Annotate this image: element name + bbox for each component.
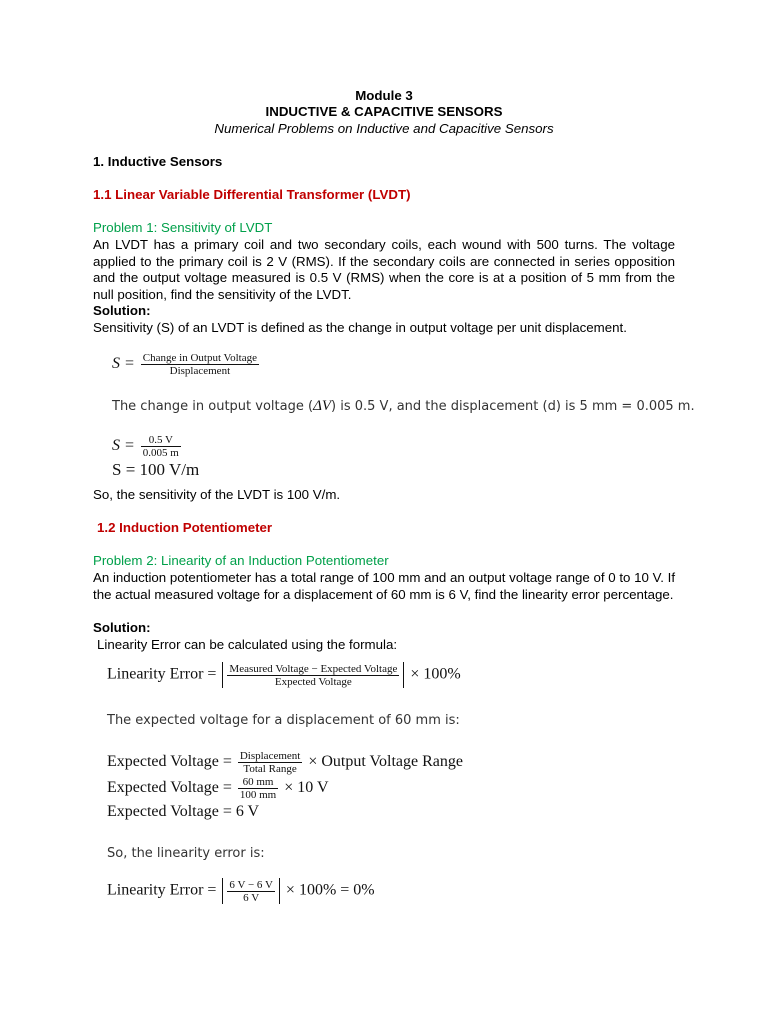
eq-denominator: 100 mm <box>239 789 277 801</box>
eq-lhs: Expected Voltage = <box>107 753 232 771</box>
eq-numerator: Change in Output Voltage <box>142 352 257 364</box>
eq-denominator: 0.005 m <box>142 447 179 459</box>
subsection-heading-lvdt: 1.1 Linear Variable Differential Transformer (LVDT) <box>93 187 411 202</box>
lvdt-conclusion: So, the sensitivity of the LVDT is 100 V/m. <box>93 487 341 502</box>
document-subtitle: Numerical Problems on Inductive and Capacitive Sensors <box>214 121 554 136</box>
expected-voltage-intro: The expected voltage for a displacement of 60 mm is: <box>107 713 460 728</box>
problem-1-title: Problem 1: Sensitivity of LVDT <box>93 220 273 235</box>
delta-v-symbol: ΔV <box>313 398 332 414</box>
eq-denominator: Displacement <box>169 365 231 377</box>
eq-rhs: × 100% <box>410 665 461 683</box>
problem-2-title: Problem 2: Linearity of an Induction Potentiometer <box>93 553 389 568</box>
eq-lhs: Linearity Error = <box>107 881 217 899</box>
lvdt-sensitivity-formula <box>112 352 261 377</box>
solution-1-label: Solution: <box>93 303 151 318</box>
eq-denominator: Expected Voltage <box>274 675 352 688</box>
problem-1-text: An LVDT has a primary coil and two secondary coils, each wound with 500 turns. The voltage applied to the primary coil is 2 V (RMS). If the secondary coils are connected in series opposition and the output voltage measured is 0.5 V (RMS) when the core is at a position of 5 mm from the null position, find the sensitivity of the LVDT. <box>93 237 675 302</box>
lvdt-given-values <box>112 398 695 415</box>
solution-2-intro: Linearity Error can be calculated using the formula: <box>97 637 398 652</box>
eq-lhs: S = <box>112 355 135 373</box>
eq-rhs: × 100% = 0% <box>285 881 375 899</box>
subsection-heading-induction-pot: 1.2 Induction Potentiometer <box>97 520 273 535</box>
given-text-b: ) is 0.5 V, and the displacement (d) is 5 mm = 0.005 m. <box>331 399 695 414</box>
eq-numerator: 0.5 V <box>141 434 181 447</box>
linearity-error-intro: So, the linearity error is: <box>107 846 265 861</box>
eq-numerator: 6 V − 6 V <box>229 878 273 891</box>
eq-lhs: S = <box>112 437 135 455</box>
eq-numerator: Displacement <box>239 750 301 762</box>
eq-lhs: Linearity Error = <box>107 665 217 683</box>
eq-denominator: Total Range <box>243 763 297 775</box>
expected-voltage-result: Expected Voltage = 6 V <box>107 803 260 820</box>
document-title: INDUCTIVE & CAPACITIVE SENSORS <box>265 104 503 119</box>
module-label: Module 3 <box>355 88 413 103</box>
lvdt-result-equation: S = 100 V/m <box>112 460 200 479</box>
eq-rhs: × 10 V <box>284 779 329 797</box>
solution-1-intro: Sensitivity (S) of an LVDT is defined as the change in output voltage per unit displacement. <box>93 320 627 335</box>
eq-denominator: 6 V <box>243 891 260 904</box>
expected-voltage-substitution <box>107 776 329 801</box>
problem-2-text: An induction potentiometer has a total range of 100 mm and an output voltage range of 0 to 10 V. If the actual measured voltage for a displacement of 60 mm is 6 V, find the linearity error percentage. <box>93 570 676 602</box>
section-heading-inductive: 1. Inductive Sensors <box>93 154 223 169</box>
expected-voltage-formula <box>107 750 463 775</box>
given-text-a: The change in output voltage ( <box>112 399 314 414</box>
eq-lhs: Expected Voltage = <box>107 779 232 797</box>
eq-numerator: Measured Voltage − Expected Voltage <box>229 662 398 675</box>
linearity-error-formula <box>107 662 461 688</box>
eq-rhs: × Output Voltage Range <box>308 753 463 771</box>
solution-2-label: Solution: <box>93 620 151 635</box>
linearity-error-result <box>107 878 375 904</box>
lvdt-substitution <box>112 434 183 459</box>
eq-numerator: 60 mm <box>238 776 278 789</box>
